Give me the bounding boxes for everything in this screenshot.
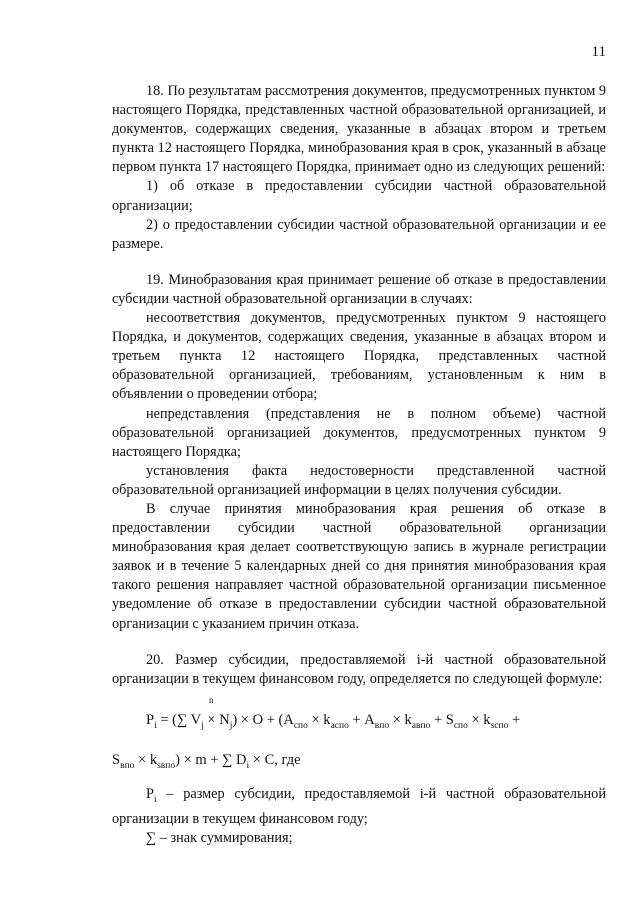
paragraph-19-case-3: установления факта недостоверности представленной частной образовательной организацией информации в целях получения субсидии.: [112, 462, 606, 498]
document-body: [112, 82, 606, 848]
definition-pi: $P_i$ – размер субсидии, предоставляемой i-й частной образовательной организации в текущем финансовом году;: [112, 785, 606, 827]
definition-sum: ∑ – знак суммирования;: [146, 829, 293, 846]
paragraph-19-case-1: несоответствия документов, предусмотренных пунктом 9 настоящего Порядка, и документов, содержащих сведения, указанные в абзацах втором и третьем пункта 12 настоящего Порядка, представленных частной образовательной организацией, требованиям, установленным к ним в объявлении о проведении отбора;: [112, 310, 606, 403]
paragraph-20: 20. Размер субсидии, предоставляемой i-й частной образовательной организации в текущем финансовом году, определяется по следующей формуле:: [112, 651, 606, 687]
formula-line-1: $P_i$ = (∑ $V_j \times N_j) \times O + (A_{спо} \times k_{аспо} + A_{впо} \times k_{авпо} + S_{спо} \times k_{sспо}$ +: [146, 711, 521, 731]
page-number: 11: [591, 44, 606, 60]
subsidy-formula: [112, 689, 606, 777]
paragraph-19-case-2: непредставления (представления не в полном объеме) частной образовательной организацией документов, предусмотренных пунктом 9 настоящего Порядка;: [112, 405, 606, 460]
paragraph-18-option-1: 1) об отказе в предоставлении субсидии частной образовательной организации;: [112, 178, 606, 214]
paragraph-18-option-2: 2) о предоставлении субсидии частной образовательной организации и ее размере.: [112, 216, 606, 252]
formula-line-2: $S_{впо} \times k_{sвпо}) \times m$ + ∑ $D_i \times C$, где: [112, 751, 301, 771]
paragraph-19-refusal: В случае принятия минобразования края решения об отказе в предоставлении субсидии частной образовательной организации минобразования края делает соответствующую запись в журнале регистрации заявок и в течение 5 календарных дней со дня принятия минобразования края такого решения направляет частной образовательной организации письменное уведомление об отказе в предоставлении субсидии частной образовательной организации с указанием причин отказа.: [112, 500, 606, 632]
paragraph-19: 19. Минобразования края принимает решение об отказе в предоставлении субсидии частной образовательной организации в случаях:: [112, 271, 606, 307]
sum-upper-limit: n: [209, 694, 214, 705]
paragraph-18: 18. По результатам рассмотрения документов, предусмотренных пунктом 9 настоящего Порядка, представленных частной образовательной организацией, и документов, содержащих сведения, указанные в абзацах втором и третьем пункта 12 настоящего Порядка, минобразования края в срок, указанный в абзаце первом пункта 17 настоящего Порядка, принимает одно из следующих решений:: [112, 83, 606, 176]
